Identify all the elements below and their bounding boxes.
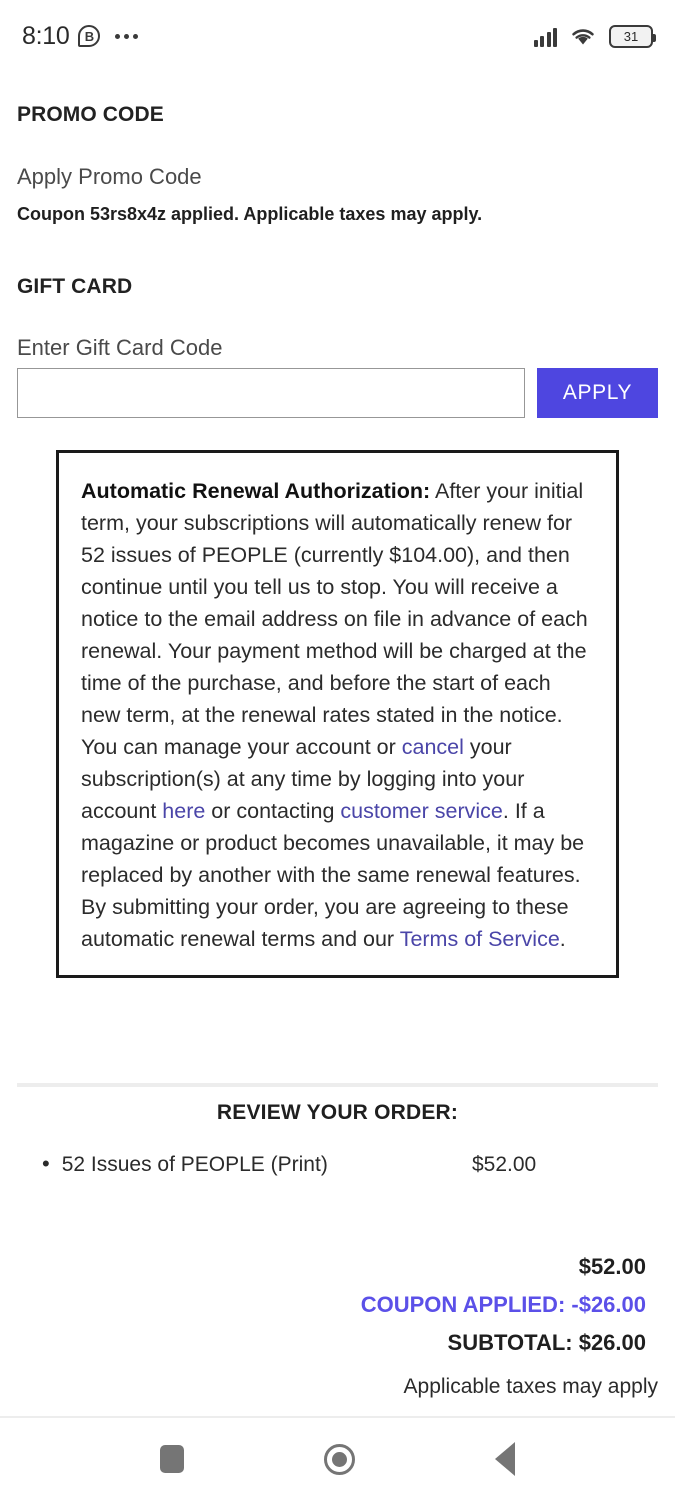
back-triangle-icon[interactable] — [495, 1442, 515, 1476]
status-bar — [0, 0, 675, 72]
renewal-part5: . — [559, 927, 566, 951]
battery-icon — [609, 25, 653, 48]
section-divider — [17, 1083, 658, 1087]
recents-square-icon[interactable] — [160, 1445, 184, 1473]
status-bar-right — [534, 25, 654, 48]
renewal-part3: or contacting — [205, 799, 341, 823]
status-bar-left — [22, 22, 138, 51]
order-item-price: $52.00 — [472, 1153, 537, 1176]
order-item-name: 52 Issues of PEOPLE (Print) — [61, 1153, 328, 1176]
bullet-icon: • — [42, 1151, 50, 1176]
renewal-part1: After your initial term, your subscriptions will automatically renew for 52 issues of PEOPLE (currently $104.00), and then continue until you tell us to stop. You will receive a notice to the email address on file in advance of each renewal. Your payment method will be charged at the time of the purchase, and before the start of each new term, at the renewal rates stated in the notice. You can manage your account or — [81, 479, 588, 759]
subtotal-row: SUBTOTAL: $26.00 — [447, 1330, 646, 1355]
signal-icon — [534, 25, 558, 47]
customer-service-link[interactable]: customer service — [340, 799, 503, 823]
more-dots-icon — [115, 34, 138, 39]
here-link[interactable]: here — [162, 799, 206, 823]
gift-card-section-title: GIFT CARD — [17, 275, 133, 298]
order-list-item — [42, 1153, 582, 1177]
apply-gift-card-button[interactable]: APPLY — [537, 368, 658, 418]
promo-code-section-title: PROMO CODE — [17, 103, 164, 126]
home-circle-icon[interactable] — [324, 1444, 355, 1475]
renewal-paragraph — [81, 475, 594, 955]
coupon-applied-row: COUPON APPLIED: -$26.00 — [360, 1292, 646, 1317]
renewal-part4: . If a magazine or product becomes unavailable, it may be replaced by another with the same renewal features. By submitting your order, you are agreeing to these automatic renewal terms and our — [81, 799, 585, 951]
review-order-title: REVIEW YOUR ORDER: — [216, 1101, 459, 1124]
gift-card-row — [17, 368, 658, 418]
status-time: 8:10 — [22, 21, 70, 50]
tax-note: Applicable taxes may apply — [403, 1375, 658, 1398]
coupon-applied-note: Coupon 53rs8x4z applied. Applicable taxes may apply. — [17, 204, 483, 224]
renewal-heading: Automatic Renewal Authorization: — [81, 479, 431, 503]
gift-card-label: Enter Gift Card Code — [17, 335, 223, 360]
terms-of-service-link[interactable]: Terms of Service — [399, 927, 560, 951]
total-amount-row: $52.00 — [578, 1254, 646, 1279]
renewal-part2: your subscription(s) at any time by logging into your account — [81, 735, 525, 823]
gift-card-input[interactable] — [17, 368, 525, 418]
battery-level: 31 — [623, 28, 639, 44]
b-badge-icon: B — [78, 25, 100, 47]
android-nav-bar — [0, 1418, 675, 1500]
promo-code-label: Apply Promo Code — [17, 164, 202, 189]
wifi-icon — [570, 25, 596, 47]
order-totals — [361, 1248, 646, 1362]
automatic-renewal-box — [56, 450, 619, 978]
cancel-link[interactable]: cancel — [401, 735, 464, 759]
